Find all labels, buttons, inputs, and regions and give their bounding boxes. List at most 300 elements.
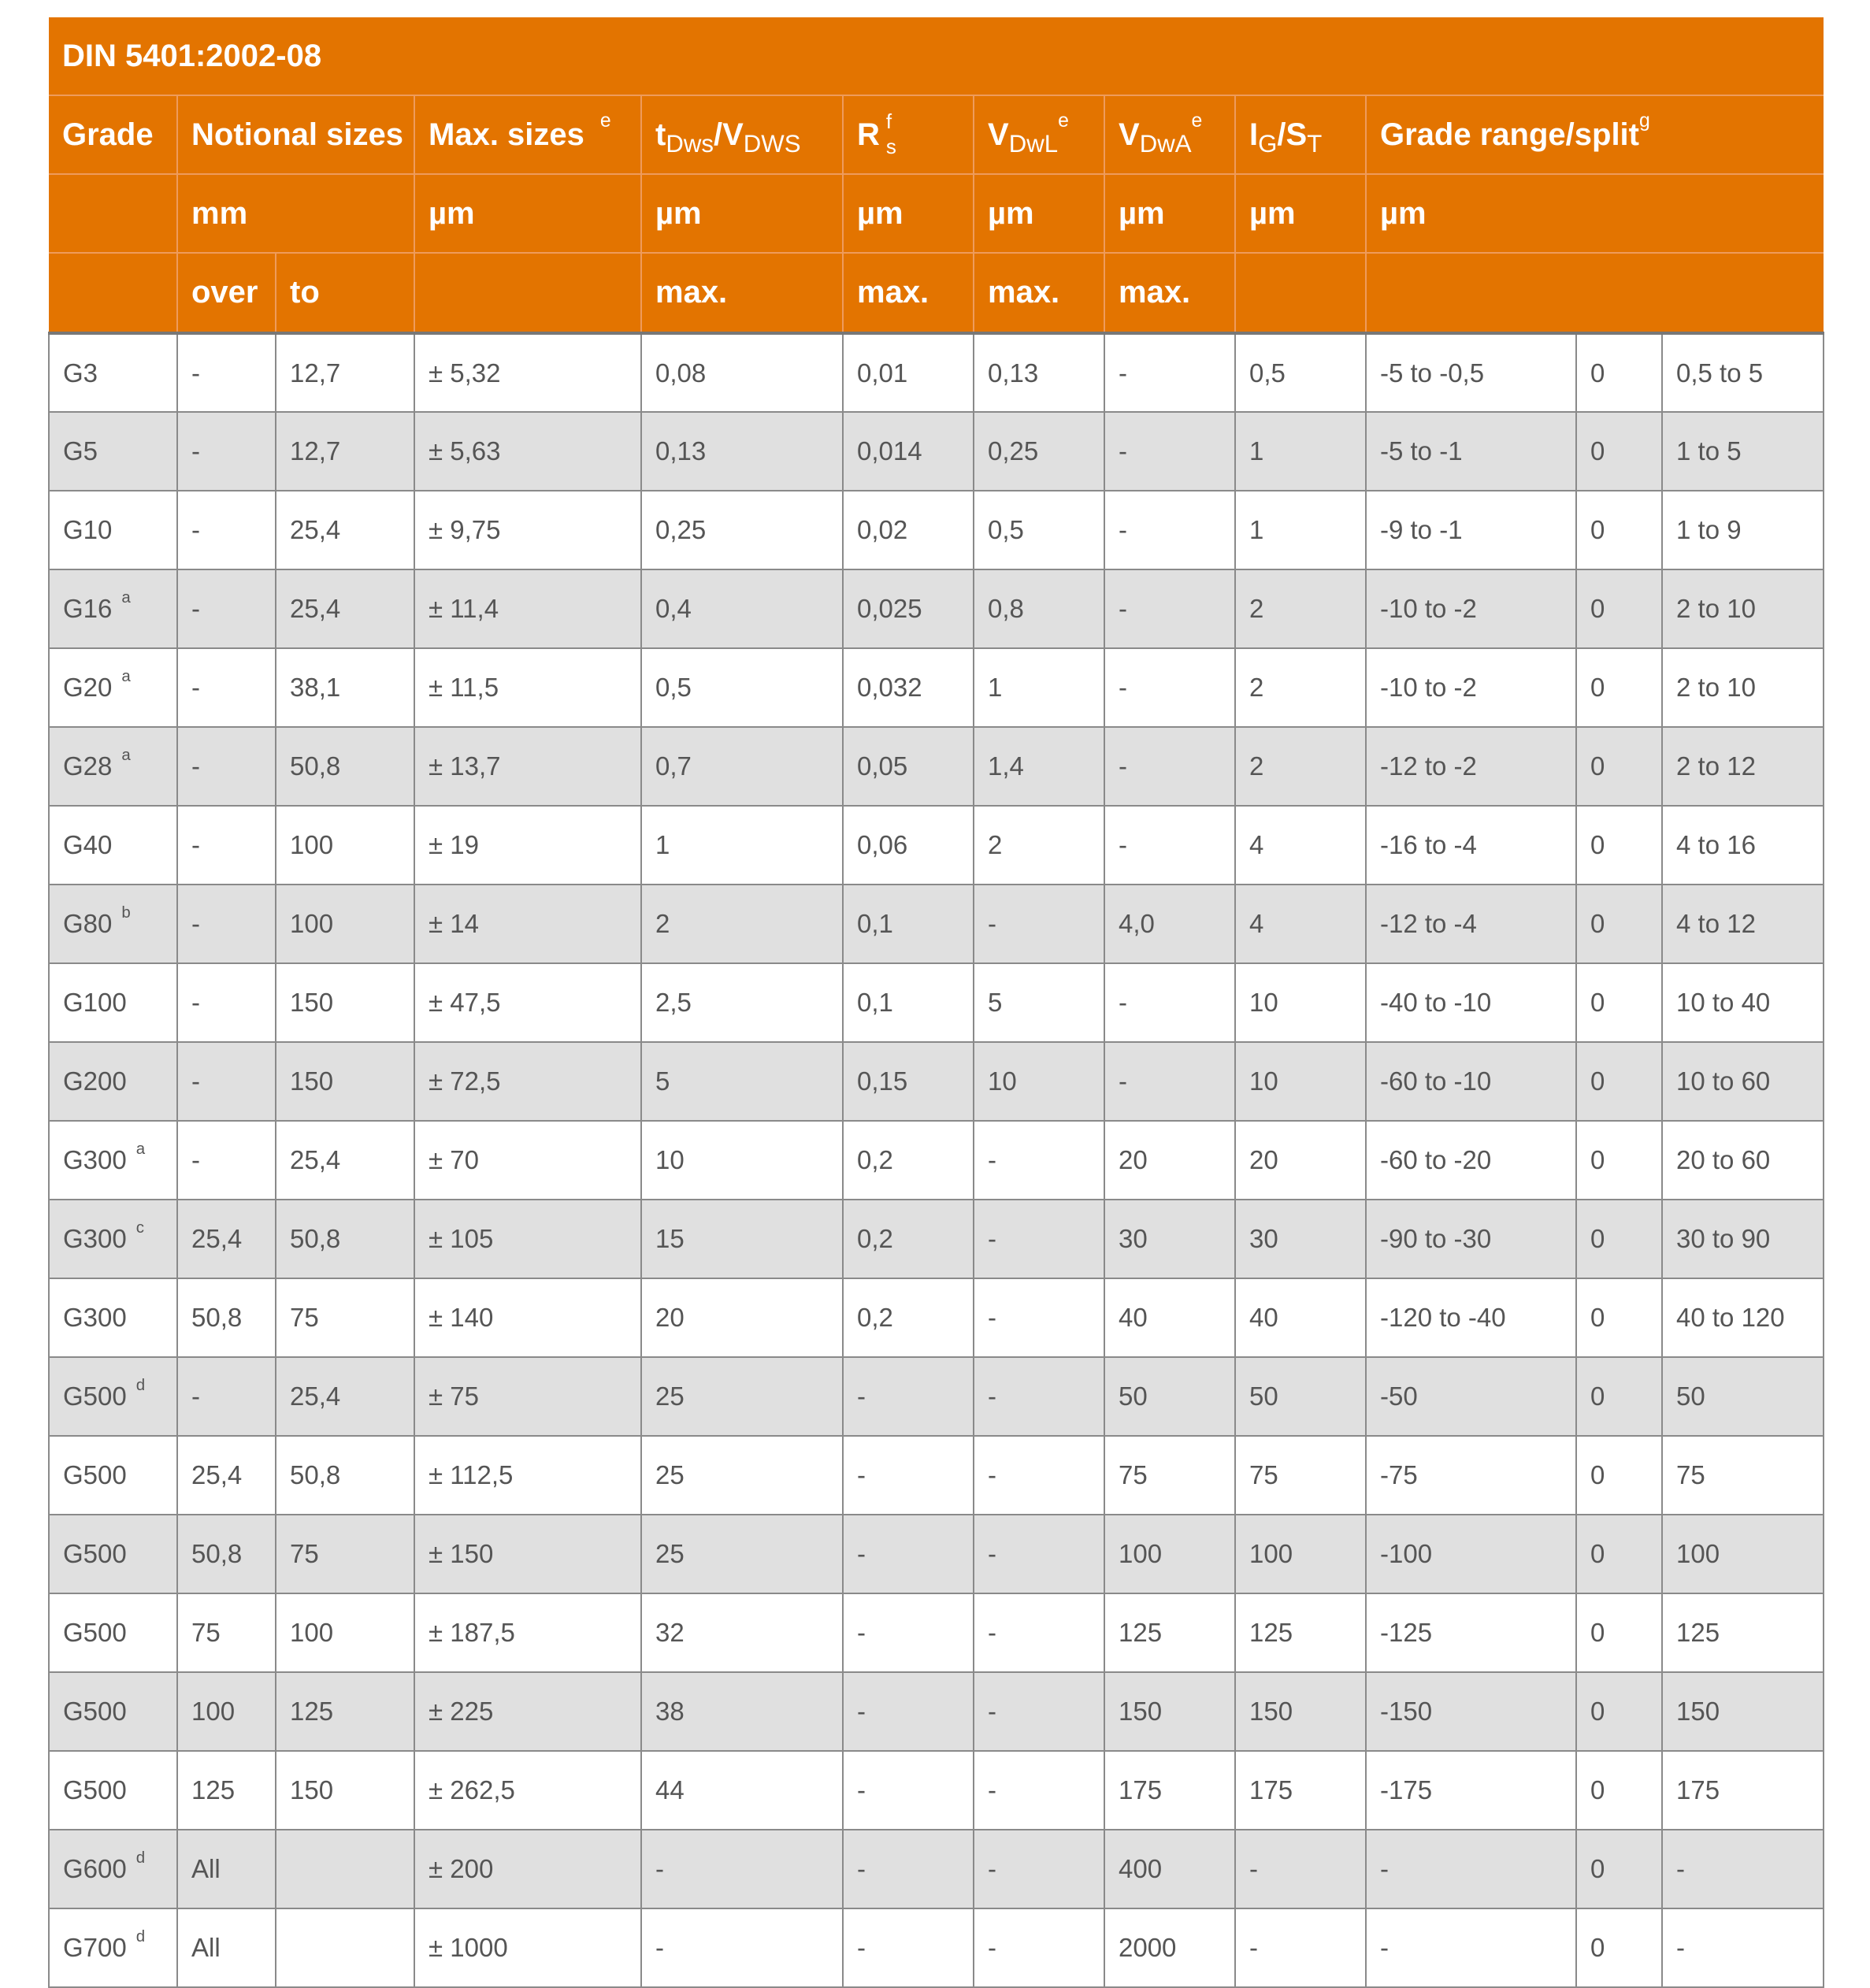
cell-max-sizes: ± 200 <box>414 1830 641 1908</box>
grade-footnote: d <box>135 1848 146 1867</box>
t-dws-sep: /V <box>713 117 744 152</box>
cell-range-high: 1 to 5 <box>1662 412 1824 491</box>
cell-ig-st: 1 <box>1235 412 1366 491</box>
grade-range-label: Grade range/split <box>1380 117 1639 152</box>
subheader-r: max. <box>843 253 974 333</box>
cell-grade <box>49 806 177 885</box>
grade-label: G500 <box>63 1382 127 1411</box>
cell-r: 0,2 <box>843 1200 974 1278</box>
table-row <box>49 1200 1824 1278</box>
cell-range-low: -16 to -4 <box>1366 806 1576 885</box>
cell-range-low: -10 to -2 <box>1366 648 1576 727</box>
din-5401-table <box>48 17 1824 1988</box>
table-row <box>49 885 1824 963</box>
cell-vdwa: 20 <box>1104 1121 1235 1200</box>
cell-ig-st: 2 <box>1235 648 1366 727</box>
cell-vdwl: - <box>974 1436 1104 1515</box>
cell-r: 0,032 <box>843 648 974 727</box>
cell-to: 75 <box>276 1278 414 1357</box>
max-sizes-label: Max. sizes <box>429 117 584 152</box>
cell-vdwa: - <box>1104 1042 1235 1121</box>
cell-t-dws: 0,7 <box>641 727 843 806</box>
cell-range-high: - <box>1662 1830 1824 1908</box>
cell-grade <box>49 1436 177 1515</box>
cell-vdwa: - <box>1104 412 1235 491</box>
cell-range-zero: 0 <box>1576 1042 1662 1121</box>
cell-range-zero: 0 <box>1576 1121 1662 1200</box>
cell-grade <box>49 333 177 412</box>
table-row <box>49 1908 1824 1987</box>
table-title: DIN 5401:2002-08 <box>49 17 1824 95</box>
cell-t-dws: 2 <box>641 885 843 963</box>
cell-range-zero: 0 <box>1576 1357 1662 1436</box>
units-notional: mm <box>177 174 414 253</box>
cell-over: - <box>177 333 276 412</box>
units-max-sizes: µm <box>414 174 641 253</box>
cell-r: - <box>843 1751 974 1830</box>
cell-vdwa: 75 <box>1104 1436 1235 1515</box>
cell-to: 100 <box>276 806 414 885</box>
t-dws-sub2: DWS <box>743 129 801 158</box>
cell-over: 50,8 <box>177 1515 276 1593</box>
subheader-max-sizes <box>414 253 641 333</box>
header-grade: Grade <box>49 95 177 174</box>
cell-ig-st: 0,5 <box>1235 333 1366 412</box>
cell-max-sizes: ± 14 <box>414 885 641 963</box>
cell-max-sizes: ± 47,5 <box>414 963 641 1042</box>
cell-ig-st: 4 <box>1235 806 1366 885</box>
cell-r: - <box>843 1908 974 1987</box>
units-vdwl: µm <box>974 174 1104 253</box>
cell-vdwa: 400 <box>1104 1830 1235 1908</box>
title-row <box>49 17 1824 95</box>
header-notional-sizes: Notional sizes <box>177 95 414 174</box>
cell-grade <box>49 648 177 727</box>
cell-range-low: -5 to -1 <box>1366 412 1576 491</box>
cell-vdwl: - <box>974 1751 1104 1830</box>
cell-range-high: 40 to 120 <box>1662 1278 1824 1357</box>
cell-range-low: -5 to -0,5 <box>1366 333 1576 412</box>
cell-range-zero: 0 <box>1576 1830 1662 1908</box>
cell-max-sizes: ± 9,75 <box>414 491 641 569</box>
cell-range-zero: 0 <box>1576 569 1662 648</box>
cell-ig-st: 175 <box>1235 1751 1366 1830</box>
cell-max-sizes: ± 1000 <box>414 1908 641 1987</box>
cell-r: 0,01 <box>843 333 974 412</box>
cell-over: - <box>177 648 276 727</box>
cell-to: 25,4 <box>276 491 414 569</box>
cell-grade <box>49 1908 177 1987</box>
cell-to: 150 <box>276 963 414 1042</box>
cell-range-zero: 0 <box>1576 1436 1662 1515</box>
cell-to: 50,8 <box>276 1436 414 1515</box>
cell-range-zero: 0 <box>1576 963 1662 1042</box>
cell-max-sizes: ± 72,5 <box>414 1042 641 1121</box>
units-t: µm <box>641 174 843 253</box>
cell-vdwa: - <box>1104 648 1235 727</box>
grade-label: G600 <box>63 1854 127 1883</box>
cell-grade <box>49 1672 177 1751</box>
cell-to: 50,8 <box>276 1200 414 1278</box>
cell-vdwl: - <box>974 1830 1104 1908</box>
grade-label: G40 <box>63 830 113 859</box>
cell-vdwl: 0,25 <box>974 412 1104 491</box>
cell-vdwa: 125 <box>1104 1593 1235 1672</box>
table-row <box>49 333 1824 412</box>
cell-ig-st: 4 <box>1235 885 1366 963</box>
grade-label: G10 <box>63 515 113 544</box>
cell-max-sizes: ± 5,63 <box>414 412 641 491</box>
vdwl-footnote: e <box>1058 109 1069 132</box>
cell-r: - <box>843 1357 974 1436</box>
subheader-vdwa: max. <box>1104 253 1235 333</box>
cell-vdwl: 0,8 <box>974 569 1104 648</box>
cell-t-dws: 5 <box>641 1042 843 1121</box>
cell-r: - <box>843 1593 974 1672</box>
cell-vdwl: - <box>974 1200 1104 1278</box>
cell-to: 100 <box>276 1593 414 1672</box>
grade-label: G500 <box>63 1697 127 1726</box>
cell-vdwl: - <box>974 1278 1104 1357</box>
cell-to: 38,1 <box>276 648 414 727</box>
cell-t-dws: 25 <box>641 1436 843 1515</box>
grade-label: G500 <box>63 1539 127 1568</box>
cell-range-high: 10 to 60 <box>1662 1042 1824 1121</box>
units-r: µm <box>843 174 974 253</box>
cell-to: 12,7 <box>276 333 414 412</box>
table-row <box>49 491 1824 569</box>
cell-range-zero: 0 <box>1576 333 1662 412</box>
r-label: R <box>857 117 880 152</box>
cell-range-low: -150 <box>1366 1672 1576 1751</box>
cell-ig-st: 1 <box>1235 491 1366 569</box>
r-sub: s <box>885 134 896 158</box>
cell-over: - <box>177 963 276 1042</box>
cell-ig-st: 2 <box>1235 569 1366 648</box>
cell-vdwl: - <box>974 1593 1104 1672</box>
cell-grade <box>49 1278 177 1357</box>
cell-grade <box>49 1515 177 1593</box>
cell-to: 50,8 <box>276 727 414 806</box>
grade-footnote: d <box>135 1927 146 1945</box>
cell-range-zero: 0 <box>1576 727 1662 806</box>
cell-vdwa: - <box>1104 491 1235 569</box>
vdwa-footnote: e <box>1191 109 1203 132</box>
cell-range-high: 2 to 10 <box>1662 569 1824 648</box>
cell-range-low: -125 <box>1366 1593 1576 1672</box>
cell-over: - <box>177 727 276 806</box>
cell-range-low: -100 <box>1366 1515 1576 1593</box>
cell-max-sizes: ± 11,4 <box>414 569 641 648</box>
cell-t-dws: 44 <box>641 1751 843 1830</box>
table-row <box>49 1830 1824 1908</box>
cell-vdwa: - <box>1104 806 1235 885</box>
cell-t-dws: 0,4 <box>641 569 843 648</box>
r-footnote: f <box>885 109 892 133</box>
cell-vdwa: 2000 <box>1104 1908 1235 1987</box>
cell-range-high: 4 to 12 <box>1662 885 1824 963</box>
cell-vdwl: 0,5 <box>974 491 1104 569</box>
cell-range-low: - <box>1366 1830 1576 1908</box>
cell-t-dws: 32 <box>641 1593 843 1672</box>
cell-grade <box>49 412 177 491</box>
cell-t-dws: 10 <box>641 1121 843 1200</box>
header-t-dws <box>641 95 843 174</box>
cell-over: - <box>177 491 276 569</box>
cell-vdwa: 175 <box>1104 1751 1235 1830</box>
cell-range-high: 100 <box>1662 1515 1824 1593</box>
cell-range-high: - <box>1662 1908 1824 1987</box>
table-row <box>49 1436 1824 1515</box>
cell-vdwl: 5 <box>974 963 1104 1042</box>
cell-grade <box>49 569 177 648</box>
cell-vdwl: - <box>974 1121 1104 1200</box>
cell-over: - <box>177 569 276 648</box>
cell-range-high: 125 <box>1662 1593 1824 1672</box>
cell-ig-st: 2 <box>1235 727 1366 806</box>
cell-range-high: 1 to 9 <box>1662 491 1824 569</box>
cell-vdwl: - <box>974 1515 1104 1593</box>
cell-range-low: -60 to -10 <box>1366 1042 1576 1121</box>
grade-footnote: d <box>135 1375 146 1394</box>
grade-footnote: a <box>121 745 131 764</box>
cell-vdwa: 50 <box>1104 1357 1235 1436</box>
cell-to: 125 <box>276 1672 414 1751</box>
cell-max-sizes: ± 13,7 <box>414 727 641 806</box>
cell-range-high: 50 <box>1662 1357 1824 1436</box>
grade-label: G100 <box>63 988 127 1017</box>
cell-t-dws: 25 <box>641 1515 843 1593</box>
cell-t-dws: 0,25 <box>641 491 843 569</box>
cell-range-low: -12 to -2 <box>1366 727 1576 806</box>
cell-range-zero: 0 <box>1576 1515 1662 1593</box>
cell-range-zero: 0 <box>1576 1200 1662 1278</box>
cell-range-zero: 0 <box>1576 648 1662 727</box>
cell-range-low: -12 to -4 <box>1366 885 1576 963</box>
cell-range-high: 10 to 40 <box>1662 963 1824 1042</box>
cell-range-zero: 0 <box>1576 1672 1662 1751</box>
cell-vdwl: - <box>974 1908 1104 1987</box>
cell-to: 150 <box>276 1751 414 1830</box>
subheader-grade <box>49 253 177 333</box>
cell-t-dws: 20 <box>641 1278 843 1357</box>
units-grade <box>49 174 177 253</box>
cell-vdwl: 2 <box>974 806 1104 885</box>
cell-r: 0,2 <box>843 1278 974 1357</box>
table-row <box>49 727 1824 806</box>
t-dws-sub: Dws <box>666 129 714 158</box>
units-row <box>49 174 1824 253</box>
cell-grade <box>49 963 177 1042</box>
cell-vdwl: - <box>974 885 1104 963</box>
grade-label: G300 <box>63 1224 127 1253</box>
cell-over: All <box>177 1830 276 1908</box>
cell-to: 25,4 <box>276 569 414 648</box>
cell-grade <box>49 727 177 806</box>
table-row <box>49 1672 1824 1751</box>
cell-over: - <box>177 1357 276 1436</box>
cell-to: 25,4 <box>276 1357 414 1436</box>
cell-range-low: -120 to -40 <box>1366 1278 1576 1357</box>
cell-max-sizes: ± 225 <box>414 1672 641 1751</box>
cell-ig-st: - <box>1235 1830 1366 1908</box>
cell-max-sizes: ± 140 <box>414 1278 641 1357</box>
cell-r: 0,014 <box>843 412 974 491</box>
cell-range-zero: 0 <box>1576 1593 1662 1672</box>
cell-r: 0,025 <box>843 569 974 648</box>
r-indices <box>880 109 899 158</box>
ig-label: I <box>1249 117 1259 152</box>
cell-ig-st: 10 <box>1235 1042 1366 1121</box>
cell-range-high: 4 to 16 <box>1662 806 1824 885</box>
cell-ig-st: 100 <box>1235 1515 1366 1593</box>
subheader-t: max. <box>641 253 843 333</box>
cell-to: 150 <box>276 1042 414 1121</box>
cell-max-sizes: ± 150 <box>414 1515 641 1593</box>
cell-grade <box>49 1357 177 1436</box>
cell-grade <box>49 1751 177 1830</box>
cell-vdwa: 4,0 <box>1104 885 1235 963</box>
cell-over: - <box>177 412 276 491</box>
table-row <box>49 1042 1824 1121</box>
table-row <box>49 1357 1824 1436</box>
header-vdwl <box>974 95 1104 174</box>
cell-max-sizes: ± 75 <box>414 1357 641 1436</box>
cell-r: 0,1 <box>843 885 974 963</box>
vdwa-label: V <box>1119 117 1140 152</box>
cell-r: - <box>843 1436 974 1515</box>
cell-range-low: -9 to -1 <box>1366 491 1576 569</box>
ig-sep: /S <box>1277 117 1308 152</box>
cell-r: - <box>843 1830 974 1908</box>
cell-to <box>276 1908 414 1987</box>
cell-range-high: 75 <box>1662 1436 1824 1515</box>
table-row <box>49 963 1824 1042</box>
cell-to <box>276 1830 414 1908</box>
cell-ig-st: 10 <box>1235 963 1366 1042</box>
cell-r: 0,2 <box>843 1121 974 1200</box>
table-row <box>49 1121 1824 1200</box>
cell-r: 0,1 <box>843 963 974 1042</box>
cell-ig-st: 50 <box>1235 1357 1366 1436</box>
subheader-row <box>49 253 1824 333</box>
grade-label: G3 <box>63 358 98 388</box>
cell-ig-st: 30 <box>1235 1200 1366 1278</box>
header-grade-range <box>1366 95 1824 174</box>
cell-range-zero: 0 <box>1576 1278 1662 1357</box>
cell-grade <box>49 1593 177 1672</box>
cell-max-sizes: ± 262,5 <box>414 1751 641 1830</box>
cell-ig-st: 75 <box>1235 1436 1366 1515</box>
cell-range-low: -75 <box>1366 1436 1576 1515</box>
cell-range-low: -60 to -20 <box>1366 1121 1576 1200</box>
cell-vdwa: 150 <box>1104 1672 1235 1751</box>
cell-r: 0,06 <box>843 806 974 885</box>
grade-label: G16 <box>63 594 113 623</box>
cell-vdwl: 0,13 <box>974 333 1104 412</box>
cell-vdwl: - <box>974 1672 1104 1751</box>
cell-t-dws: 0,13 <box>641 412 843 491</box>
cell-over: 100 <box>177 1672 276 1751</box>
cell-vdwl: 1,4 <box>974 727 1104 806</box>
subheader-ig <box>1235 253 1366 333</box>
table-row <box>49 412 1824 491</box>
cell-range-low: -90 to -30 <box>1366 1200 1576 1278</box>
vdwl-sub: DwL <box>1008 129 1059 158</box>
cell-max-sizes: ± 112,5 <box>414 1436 641 1515</box>
cell-r: - <box>843 1515 974 1593</box>
grade-label: G80 <box>63 909 113 938</box>
grade-footnote: a <box>135 1139 146 1158</box>
cell-vdwa: - <box>1104 333 1235 412</box>
cell-t-dws: 15 <box>641 1200 843 1278</box>
cell-over: - <box>177 1042 276 1121</box>
cell-over: - <box>177 1121 276 1200</box>
cell-to: 25,4 <box>276 1121 414 1200</box>
grade-footnote: a <box>121 588 131 606</box>
units-vdwa: µm <box>1104 174 1235 253</box>
cell-vdwa: - <box>1104 727 1235 806</box>
cell-t-dws: 0,5 <box>641 648 843 727</box>
cell-t-dws: - <box>641 1830 843 1908</box>
cell-range-high: 0,5 to 5 <box>1662 333 1824 412</box>
cell-range-low: -10 to -2 <box>1366 569 1576 648</box>
cell-over: 25,4 <box>177 1436 276 1515</box>
grade-label: G500 <box>63 1618 127 1647</box>
subheader-vdwl: max. <box>974 253 1104 333</box>
cell-max-sizes: ± 187,5 <box>414 1593 641 1672</box>
table-row <box>49 1751 1824 1830</box>
cell-r: 0,02 <box>843 491 974 569</box>
cell-range-high: 2 to 12 <box>1662 727 1824 806</box>
grade-footnote: a <box>121 666 131 685</box>
cell-ig-st: 125 <box>1235 1593 1366 1672</box>
cell-range-high: 20 to 60 <box>1662 1121 1824 1200</box>
cell-over: 50,8 <box>177 1278 276 1357</box>
grade-footnote: b <box>121 903 131 922</box>
cell-over: All <box>177 1908 276 1987</box>
cell-t-dws: - <box>641 1908 843 1987</box>
grade-label: G500 <box>63 1460 127 1489</box>
table-row <box>49 1593 1824 1672</box>
cell-ig-st: - <box>1235 1908 1366 1987</box>
grade-label: G300 <box>63 1303 127 1332</box>
cell-range-low: -40 to -10 <box>1366 963 1576 1042</box>
cell-range-high: 175 <box>1662 1751 1824 1830</box>
cell-grade <box>49 885 177 963</box>
max-sizes-footnote: e <box>599 109 611 132</box>
cell-over: 25,4 <box>177 1200 276 1278</box>
header-max-sizes <box>414 95 641 174</box>
cell-vdwa: 100 <box>1104 1515 1235 1593</box>
cell-range-high: 30 to 90 <box>1662 1200 1824 1278</box>
header-row <box>49 95 1824 174</box>
cell-r: 0,05 <box>843 727 974 806</box>
units-grade-range: µm <box>1366 174 1824 253</box>
cell-range-low: -50 <box>1366 1357 1576 1436</box>
cell-to: 75 <box>276 1515 414 1593</box>
table-row <box>49 648 1824 727</box>
cell-range-low: -175 <box>1366 1751 1576 1830</box>
grade-label: G28 <box>63 751 113 781</box>
cell-t-dws: 0,08 <box>641 333 843 412</box>
cell-r: 0,15 <box>843 1042 974 1121</box>
table-row <box>49 1278 1824 1357</box>
header-r <box>843 95 974 174</box>
units-ig: µm <box>1235 174 1366 253</box>
cell-max-sizes: ± 19 <box>414 806 641 885</box>
ig-sub2: T <box>1307 129 1323 158</box>
